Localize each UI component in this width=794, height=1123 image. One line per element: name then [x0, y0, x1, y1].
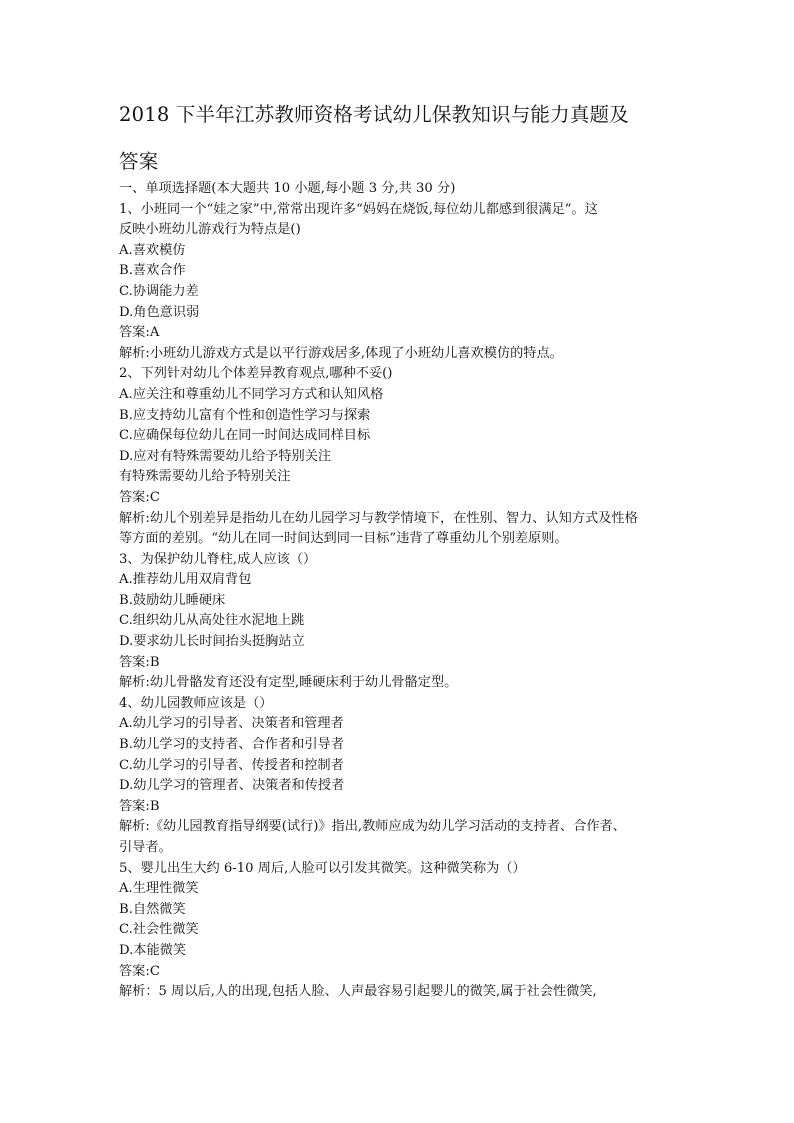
option-c: C.应确保每位幼儿在同一时间达成同样目标: [119, 428, 371, 444]
option-c: C.社会性微笑: [119, 922, 199, 938]
option-c: C.幼儿学习的引导者、传授者和控制者: [119, 757, 344, 773]
question-1: [119, 200, 679, 365]
question-3: [119, 550, 679, 694]
extra-text: 有特殊需要幼儿给予特别关注: [119, 469, 291, 485]
question-stem: 4、幼儿园教师应该是（）: [119, 695, 273, 711]
option-a: A.推荐幼儿用双肩背包: [119, 572, 252, 588]
option-b: B.幼儿学习的支持者、合作者和引导者: [119, 737, 344, 753]
option-d: D.本能微笑: [119, 942, 187, 958]
option-d: D.应对有特殊需要幼儿给予特别关注: [119, 448, 332, 464]
answer: 答案:A: [119, 325, 160, 341]
option-d: D.幼儿学习的管理者、决策者和传授者: [119, 778, 345, 794]
option-b: B.应支持幼儿富有个性和创造性学习与探索: [119, 407, 371, 423]
option-a: A.应关注和尊重幼儿不同学习方式和认知风格: [119, 386, 384, 402]
analysis: 等方面的差别。“幼儿在同一时间达到同一目标”违背了尊重幼儿个别差原则。: [119, 531, 568, 547]
option-c: C.组织幼儿从高处往水泥地上跳: [119, 613, 305, 629]
document-page: [119, 103, 679, 1003]
option-a: A.生理性微笑: [119, 881, 199, 897]
question-stem: 反映小班幼儿游戏行为特点是(): [119, 222, 301, 238]
section-heading: 一、单项选择题(本大题共 10 小题,每小题 3 分,共 30 分): [119, 181, 456, 196]
question-2: [119, 364, 679, 549]
analysis: 解析:幼儿骨骼发育还没有定型,睡硬床利于幼儿骨骼定型。: [119, 675, 458, 691]
option-b: B.鼓励幼儿睡硬床: [119, 592, 226, 608]
question-5: [119, 859, 679, 1003]
option-b: B.喜欢合作: [119, 263, 186, 279]
answer: 答案:C: [119, 489, 160, 505]
option-d: D.要求幼儿长时间抬头挺胸站立: [119, 634, 305, 650]
answer: 答案:C: [119, 963, 160, 979]
analysis: 解析:《幼儿园教育指导纲要(试行)》指出,教师应成为幼儿学习活动的支持者、合作者、: [119, 819, 626, 835]
document-title-line-2: 答案: [119, 150, 159, 173]
answer: 答案:B: [119, 798, 160, 814]
analysis: 解析：5 周以后,人的出现,包括人脸、人声最容易引起婴儿的微笑,属于社会性微笑,: [119, 984, 597, 1000]
option-a: A.幼儿学习的引导者、决策者和管理者: [119, 716, 344, 732]
analysis: 引导者。: [119, 840, 172, 855]
document-title-line-1: 2018 下半年江苏教师资格考试幼儿保教知识与能力真题及: [119, 103, 629, 126]
question-stem: 1、小班同一个“娃之家”中,常常出现许多“妈妈在烧饭,每位幼儿都感到很满足”。这: [119, 201, 598, 217]
answer: 答案:B: [119, 654, 160, 670]
option-c: C.协调能力差: [119, 283, 199, 299]
analysis: 解析:幼儿个别差异是指幼儿在幼儿园学习与教学情境下，在性别、智力、认知方式及性格: [119, 510, 638, 526]
option-a: A.喜欢模仿: [119, 242, 186, 258]
analysis: 解析:小班幼儿游戏方式是以平行游戏居多,体现了小班幼儿喜欢模仿的特点。: [119, 345, 563, 361]
question-stem: 5、婴儿出生大约 6-10 周后,人脸可以引发其微笑。这种微笑称为（）: [119, 860, 526, 876]
option-d: D.角色意识弱: [119, 304, 200, 320]
question-stem: 2、下列针对幼儿个体差异教育观点,哪种不妥(): [119, 366, 393, 382]
question-4: [119, 694, 679, 859]
option-b: B.自然微笑: [119, 901, 186, 917]
question-stem: 3、为保护幼儿脊柱,成人应该（）: [119, 551, 317, 567]
